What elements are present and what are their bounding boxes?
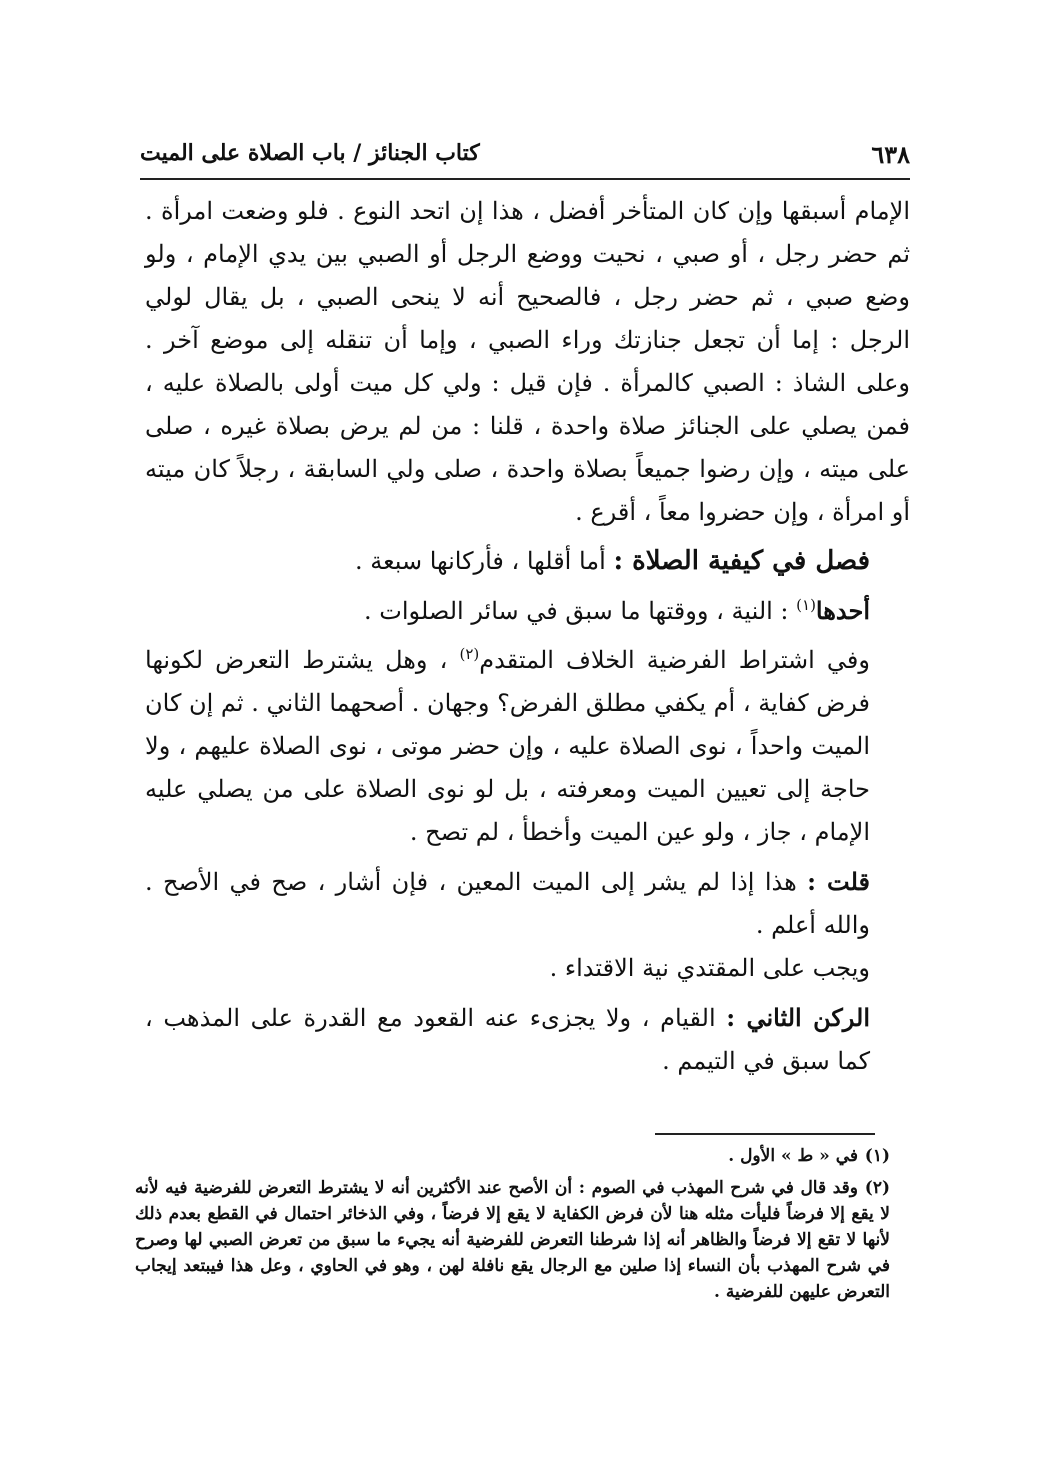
footnote-2 [135, 1175, 890, 1305]
first-pillar-text: : النية ، ووقتها ما سبق في سائر الصلوات . [364, 597, 797, 625]
footnote-1 [135, 1143, 890, 1169]
footnote-1-mark: (١) [864, 1146, 890, 1166]
paragraph-1: الإمام أسبقها وإن كان المتأخر أفضل ، هذا إن اتحد النوع . فلو وضعت امرأة . ثم حضر رجل ، أو صبي ، نحيت ووضع الرجل أو الصبي بين يدي الإمام ، ولو وضع صبي ، ثم حضر رجل ، فالصحيح أنه لا ينحى الصبي ، بل يقال لولي الرجل : إما أن تجعل جنازتك وراء الصبي ، وإما أن تنقله إلى موضع آخر . وعلى الشاذ : الصبي كالمرأة . فإن قيل : ولي كل ميت أولى بالصلاة عليه ، فمن يصلي على الجنائز صلاة واحدة ، قلنا : من لم يرض بصلاة غيره ، صلى على ميته ، وإن رضوا جميعاً بصلاة واحدة ، صلى ولي السابقة ، رجلاً كان ميته أو امرأة ، وإن حضروا معاً ، أقرع . [145, 197, 910, 526]
paragraph-2-rest: ، وهل يشترط التعرض لكونها فرض كفاية ، أم يكفي مطلق الفرض؟ وجهان . أصحهما الثاني . ثم إن كان الميت واحداً ، نوى الصلاة عليه ، وإن حضر موتى ، نوى الصلاة عليهم ، ولا حاجة إلى تعيين الميت ومعرفته ، بل لو نوى الصلاة على من يصلي عليه الإمام ، جاز ، ولو عين الميت وأخطأ ، لم تصح . [145, 646, 871, 846]
page-number: ٦٣٨ [871, 140, 910, 169]
header-divider [140, 178, 910, 180]
qult-label: قلت : [807, 867, 871, 896]
footnotes [135, 1143, 890, 1311]
running-title: كتاب الجنائز / باب الصلاة على الميت [140, 140, 480, 166]
footnote-2-text: وقد قال في شرح المهذب في الصوم : أن الأصح عند الأكثرين أنه لا يشترط التعرض للفرضية فيه لأنه لا يقع إلا فرضاً فليأت مثله هنا لأن فرض الكفاية لا يقع إلا فرضاً ، وفي الذخائر احتمال في القطع بعدم ذلك لأنها لا تقع إلا فرضاً والظاهر أنه إذا شرطنا التعرض للفرضية أنه يجيء ما سبق من تعرض الصبي لها وصرح في شرح المهذب بأن النساء إذا صلين مع الرجال يقع نافلة لهن ، وهو في الحاوي ، وعل هذا فيبتعد إيجاب التعرض عليهن للفرضية . [135, 1178, 890, 1302]
paragraph-2-start: وفي اشتراط الفرضية الخلاف المتقدم [479, 646, 870, 674]
second-pillar-text: القيام ، ولا يجزىء عنه القعود مع القدرة على المذهب ، كما سبق في التيمم . [145, 1004, 870, 1075]
footnote-divider [655, 1133, 875, 1135]
section-heading [145, 540, 910, 583]
first-pillar [145, 589, 910, 633]
section-heading-title: فصل في كيفية الصلاة : [613, 546, 870, 576]
running-header [140, 140, 910, 176]
second-pillar-label: الركن الثاني : [726, 1003, 870, 1032]
second-pillar [145, 996, 910, 1083]
section-heading-text: أما أقلها ، فأركانها سبعة . [355, 547, 614, 575]
paragraph-2 [145, 639, 910, 854]
qult-text: هذا إذا لم يشر إلى الميت المعين ، فإن أشار ، صح في الأصح . والله أعلم . [145, 868, 870, 939]
footnote-ref-2: (٢) [459, 645, 480, 663]
footnote-ref-1: (١) [796, 596, 816, 614]
qult-note [145, 860, 910, 947]
paragraph-3: ويجب على المقتدي نية الاقتداء . [549, 954, 870, 982]
first-pillar-label: أحدها [815, 596, 870, 625]
main-text [145, 190, 910, 1083]
footnote-2-mark: (٢) [864, 1178, 890, 1198]
footnote-1-text: في « ط » الأول . [728, 1146, 858, 1166]
